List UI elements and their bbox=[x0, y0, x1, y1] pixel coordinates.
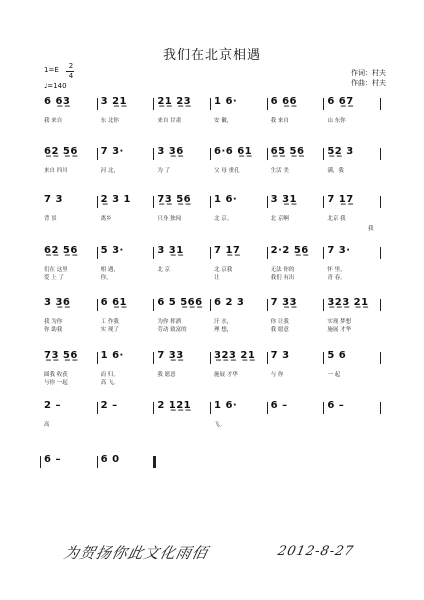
lyric-line-1: 北京 我 bbox=[327, 216, 346, 222]
measure-notes: 6 6̲1̲ bbox=[100, 297, 128, 308]
lyric-line-2: 我 愿意 bbox=[270, 327, 289, 333]
barline bbox=[210, 299, 211, 311]
barline bbox=[97, 98, 98, 110]
lyric-line-1: 圆我 收获 bbox=[44, 372, 68, 378]
barline bbox=[380, 402, 381, 414]
measure-notes: 3̲2̲3̲ 2̲1̲ bbox=[214, 350, 256, 361]
lyric-line-2: 我们 有出 bbox=[270, 275, 295, 281]
barline bbox=[97, 148, 98, 160]
time-signature-top: 2 bbox=[68, 62, 74, 70]
measure-notes: 2 1̲2̲1̲ bbox=[157, 400, 192, 411]
lyric-line-2: 让 bbox=[214, 275, 220, 281]
lyric-line-1: 山 东你 bbox=[327, 118, 346, 124]
barline bbox=[153, 196, 154, 208]
measure-notes: 7 3 bbox=[44, 194, 63, 205]
barline bbox=[97, 352, 98, 364]
barline bbox=[210, 98, 211, 110]
handwritten-date: 2012-8-27 bbox=[276, 544, 356, 559]
measure-notes: 3 3̲1̲ bbox=[270, 194, 298, 205]
lyric-line-1: 父 母 重孔 bbox=[214, 168, 240, 174]
barline bbox=[380, 98, 381, 110]
measure-notes: 2̲ 3 1 bbox=[100, 194, 131, 205]
final-barline bbox=[153, 456, 156, 468]
lyric-extra: 我 bbox=[368, 226, 374, 232]
barline bbox=[210, 247, 211, 259]
barline bbox=[97, 402, 98, 414]
time-signature-bottom: 4 bbox=[68, 72, 74, 80]
barline bbox=[323, 352, 324, 364]
lyric-line-1: 一 起 bbox=[327, 372, 341, 378]
measure-notes: 6 6̲6̲ bbox=[270, 96, 298, 107]
credits bbox=[351, 68, 386, 88]
measure-notes: 6 – bbox=[270, 400, 288, 411]
lyric-line-1: 只身 独闯 bbox=[157, 216, 182, 222]
lyric-line-1: 河 北， bbox=[100, 168, 119, 174]
barline bbox=[40, 456, 41, 468]
lyric-line-1: 我 来自 bbox=[44, 118, 63, 124]
measure-notes: 7 1̲7̲ bbox=[214, 245, 241, 256]
measure-notes: 6̲2̲ 5̲6̲ bbox=[44, 146, 78, 157]
lyric-line-1: 为 了 bbox=[157, 168, 171, 174]
barline bbox=[323, 98, 324, 110]
barline bbox=[267, 98, 268, 110]
barline bbox=[153, 352, 154, 364]
measure-notes: 6 5 5̲6̲6̲ bbox=[157, 297, 203, 308]
measure-notes: 6 2 3 bbox=[214, 297, 245, 308]
measure-notes: 6̲2̲ 5̲6̲ bbox=[44, 245, 78, 256]
measure-notes: 3̲2̲3̲ 2̲1̲ bbox=[327, 297, 369, 308]
lyricist-credit: 作词：村夫 bbox=[351, 69, 386, 77]
measure-notes: 7̲3̲ 5̲6̲ bbox=[44, 350, 78, 361]
barline bbox=[97, 299, 98, 311]
barline bbox=[267, 247, 268, 259]
song-title: 我们在北京相遇 bbox=[162, 48, 261, 63]
measure-notes: 3 3̲6̲ bbox=[44, 297, 71, 308]
measure-notes: 6 – bbox=[44, 454, 61, 465]
lyric-line-2: 青 春。 bbox=[327, 275, 346, 281]
lyric-line-2: 你， bbox=[100, 275, 112, 281]
measure-notes: 7 1̲7̲ bbox=[327, 194, 354, 205]
measure-notes: 6 6̲3̲ bbox=[44, 96, 71, 107]
measure-notes: 6 0 bbox=[100, 454, 120, 465]
barline bbox=[210, 196, 211, 208]
barline bbox=[153, 247, 154, 259]
lyric-line-1: 我 为你 bbox=[44, 319, 63, 325]
measure-notes: 6 6̲7̲ bbox=[327, 96, 354, 107]
lyric-line-1: 北 京 bbox=[157, 267, 171, 273]
lyric-line-2: 高 飞。 bbox=[100, 380, 119, 386]
barline bbox=[153, 98, 154, 110]
measure-notes: 7 3̲3̲ bbox=[157, 350, 184, 361]
lyric-line-1: 实现 梦想 bbox=[327, 319, 352, 325]
lyric-line-1: 离乡 bbox=[100, 216, 112, 222]
barline bbox=[380, 247, 381, 259]
measure-notes: 1 6· bbox=[214, 400, 238, 411]
lyric-line-2: 与你 一起 bbox=[44, 380, 68, 386]
measure-notes: 5 3· bbox=[100, 245, 124, 256]
measure-notes: 7 3· bbox=[100, 146, 124, 157]
measure-notes: 7̲3̲ 5̲6̲ bbox=[157, 194, 192, 205]
barline bbox=[267, 299, 268, 311]
measure-notes: 3 2̲1̲ bbox=[100, 96, 128, 107]
barline bbox=[153, 148, 154, 160]
measure-notes: 5̲2̲ 3 bbox=[327, 146, 354, 157]
lyric-line-2: 爱 上 了 bbox=[44, 275, 64, 281]
measure-notes: 3 3̲6̲ bbox=[157, 146, 184, 157]
lyric-line-1: 飞。 bbox=[214, 422, 226, 428]
lyric-line-1: 背 景 bbox=[44, 216, 57, 222]
barline bbox=[380, 196, 381, 208]
handwritten-signature: 为贺扬你此文化雨佰 bbox=[61, 544, 210, 562]
tempo-marking: ♩=140 bbox=[44, 82, 67, 90]
composer-credit: 作曲：村夫 bbox=[351, 79, 386, 87]
lyric-line-1: 北 京我 bbox=[214, 267, 233, 273]
barline bbox=[97, 196, 98, 208]
barline bbox=[323, 299, 324, 311]
lyric-line-1: 东 北你 bbox=[100, 118, 119, 124]
lyric-line-1: 生活 美 bbox=[270, 168, 289, 174]
measure-notes: 5 6 bbox=[327, 350, 347, 361]
barline bbox=[210, 402, 211, 414]
barline bbox=[97, 247, 98, 259]
barline bbox=[323, 196, 324, 208]
lyric-line-1: 北 京啊 bbox=[270, 216, 289, 222]
measure-notes: 2·2 5̲6̲ bbox=[270, 245, 309, 256]
lyric-line-1: 北 京。 bbox=[214, 216, 233, 222]
lyric-line-1: 相 遇， bbox=[100, 267, 119, 273]
lyric-line-1: 高 bbox=[44, 422, 50, 428]
measure-notes: 3 3̲1̲ bbox=[157, 245, 184, 256]
lyric-line-1: 来自 四川 bbox=[44, 168, 68, 174]
barline bbox=[380, 352, 381, 364]
lyric-line-1: 你 让我 bbox=[270, 319, 289, 325]
lyric-line-2: 施展 才华 bbox=[327, 327, 352, 333]
measure-notes: 6 – bbox=[327, 400, 345, 411]
lyric-line-2: 你 助我 bbox=[44, 327, 63, 333]
barline bbox=[210, 352, 211, 364]
barline bbox=[323, 148, 324, 160]
measure-notes: 6̲5̲ 5̲6̲ bbox=[270, 146, 305, 157]
lyric-line-1: 安 徽， bbox=[214, 118, 233, 124]
lyric-line-1: 我 来自 bbox=[270, 118, 289, 124]
measure-notes: 6·6 6̲1̲ bbox=[214, 146, 253, 157]
lyric-line-1: 汗 水， bbox=[214, 319, 233, 325]
barline bbox=[380, 299, 381, 311]
barline bbox=[323, 247, 324, 259]
measure-notes: 1 6· bbox=[214, 96, 238, 107]
measure-notes: 7 3· bbox=[327, 245, 351, 256]
lyric-line-1: 怀 里， bbox=[327, 267, 346, 273]
barline bbox=[153, 299, 154, 311]
measure-notes: 1 6· bbox=[214, 194, 238, 205]
barline bbox=[267, 352, 268, 364]
measure-notes: 7 3 bbox=[270, 350, 290, 361]
key-signature: 1=E bbox=[44, 66, 59, 74]
lyric-line-1: 来自 甘肃 bbox=[157, 118, 182, 124]
measure-notes: 1 6· bbox=[100, 350, 124, 361]
lyric-line-1: 工 作我 bbox=[100, 319, 119, 325]
barline bbox=[380, 148, 381, 160]
barline bbox=[97, 456, 98, 468]
barline bbox=[153, 402, 154, 414]
lyric-line-2: 劳动 致富的 bbox=[157, 327, 187, 333]
lyric-line-2: 实 现了 bbox=[100, 327, 119, 333]
barline bbox=[267, 196, 268, 208]
measure-notes: 7 3̲3̲ bbox=[270, 297, 298, 308]
barline bbox=[210, 148, 211, 160]
lyric-line-1: 无法 你的 bbox=[270, 267, 295, 273]
barline bbox=[267, 148, 268, 160]
measure-notes: 2 – bbox=[44, 400, 61, 411]
measure-notes: 2 – bbox=[100, 400, 118, 411]
lyric-line-1: 满，我 bbox=[327, 168, 344, 174]
lyric-line-1: 们在 这里 bbox=[44, 267, 68, 273]
lyric-line-1: 我 愿意 bbox=[157, 372, 176, 378]
barline bbox=[267, 402, 268, 414]
lyric-line-1: 为你 挥洒 bbox=[157, 319, 182, 325]
lyric-line-1: 而 归。 bbox=[100, 372, 119, 378]
measure-notes: 2̲1̲ 2̲3̲ bbox=[157, 96, 192, 107]
lyric-line-2: 理 想， bbox=[214, 327, 233, 333]
barline bbox=[323, 402, 324, 414]
lyric-line-1: 与 你 bbox=[270, 372, 284, 378]
lyric-line-1: 施展 才华 bbox=[214, 372, 238, 378]
